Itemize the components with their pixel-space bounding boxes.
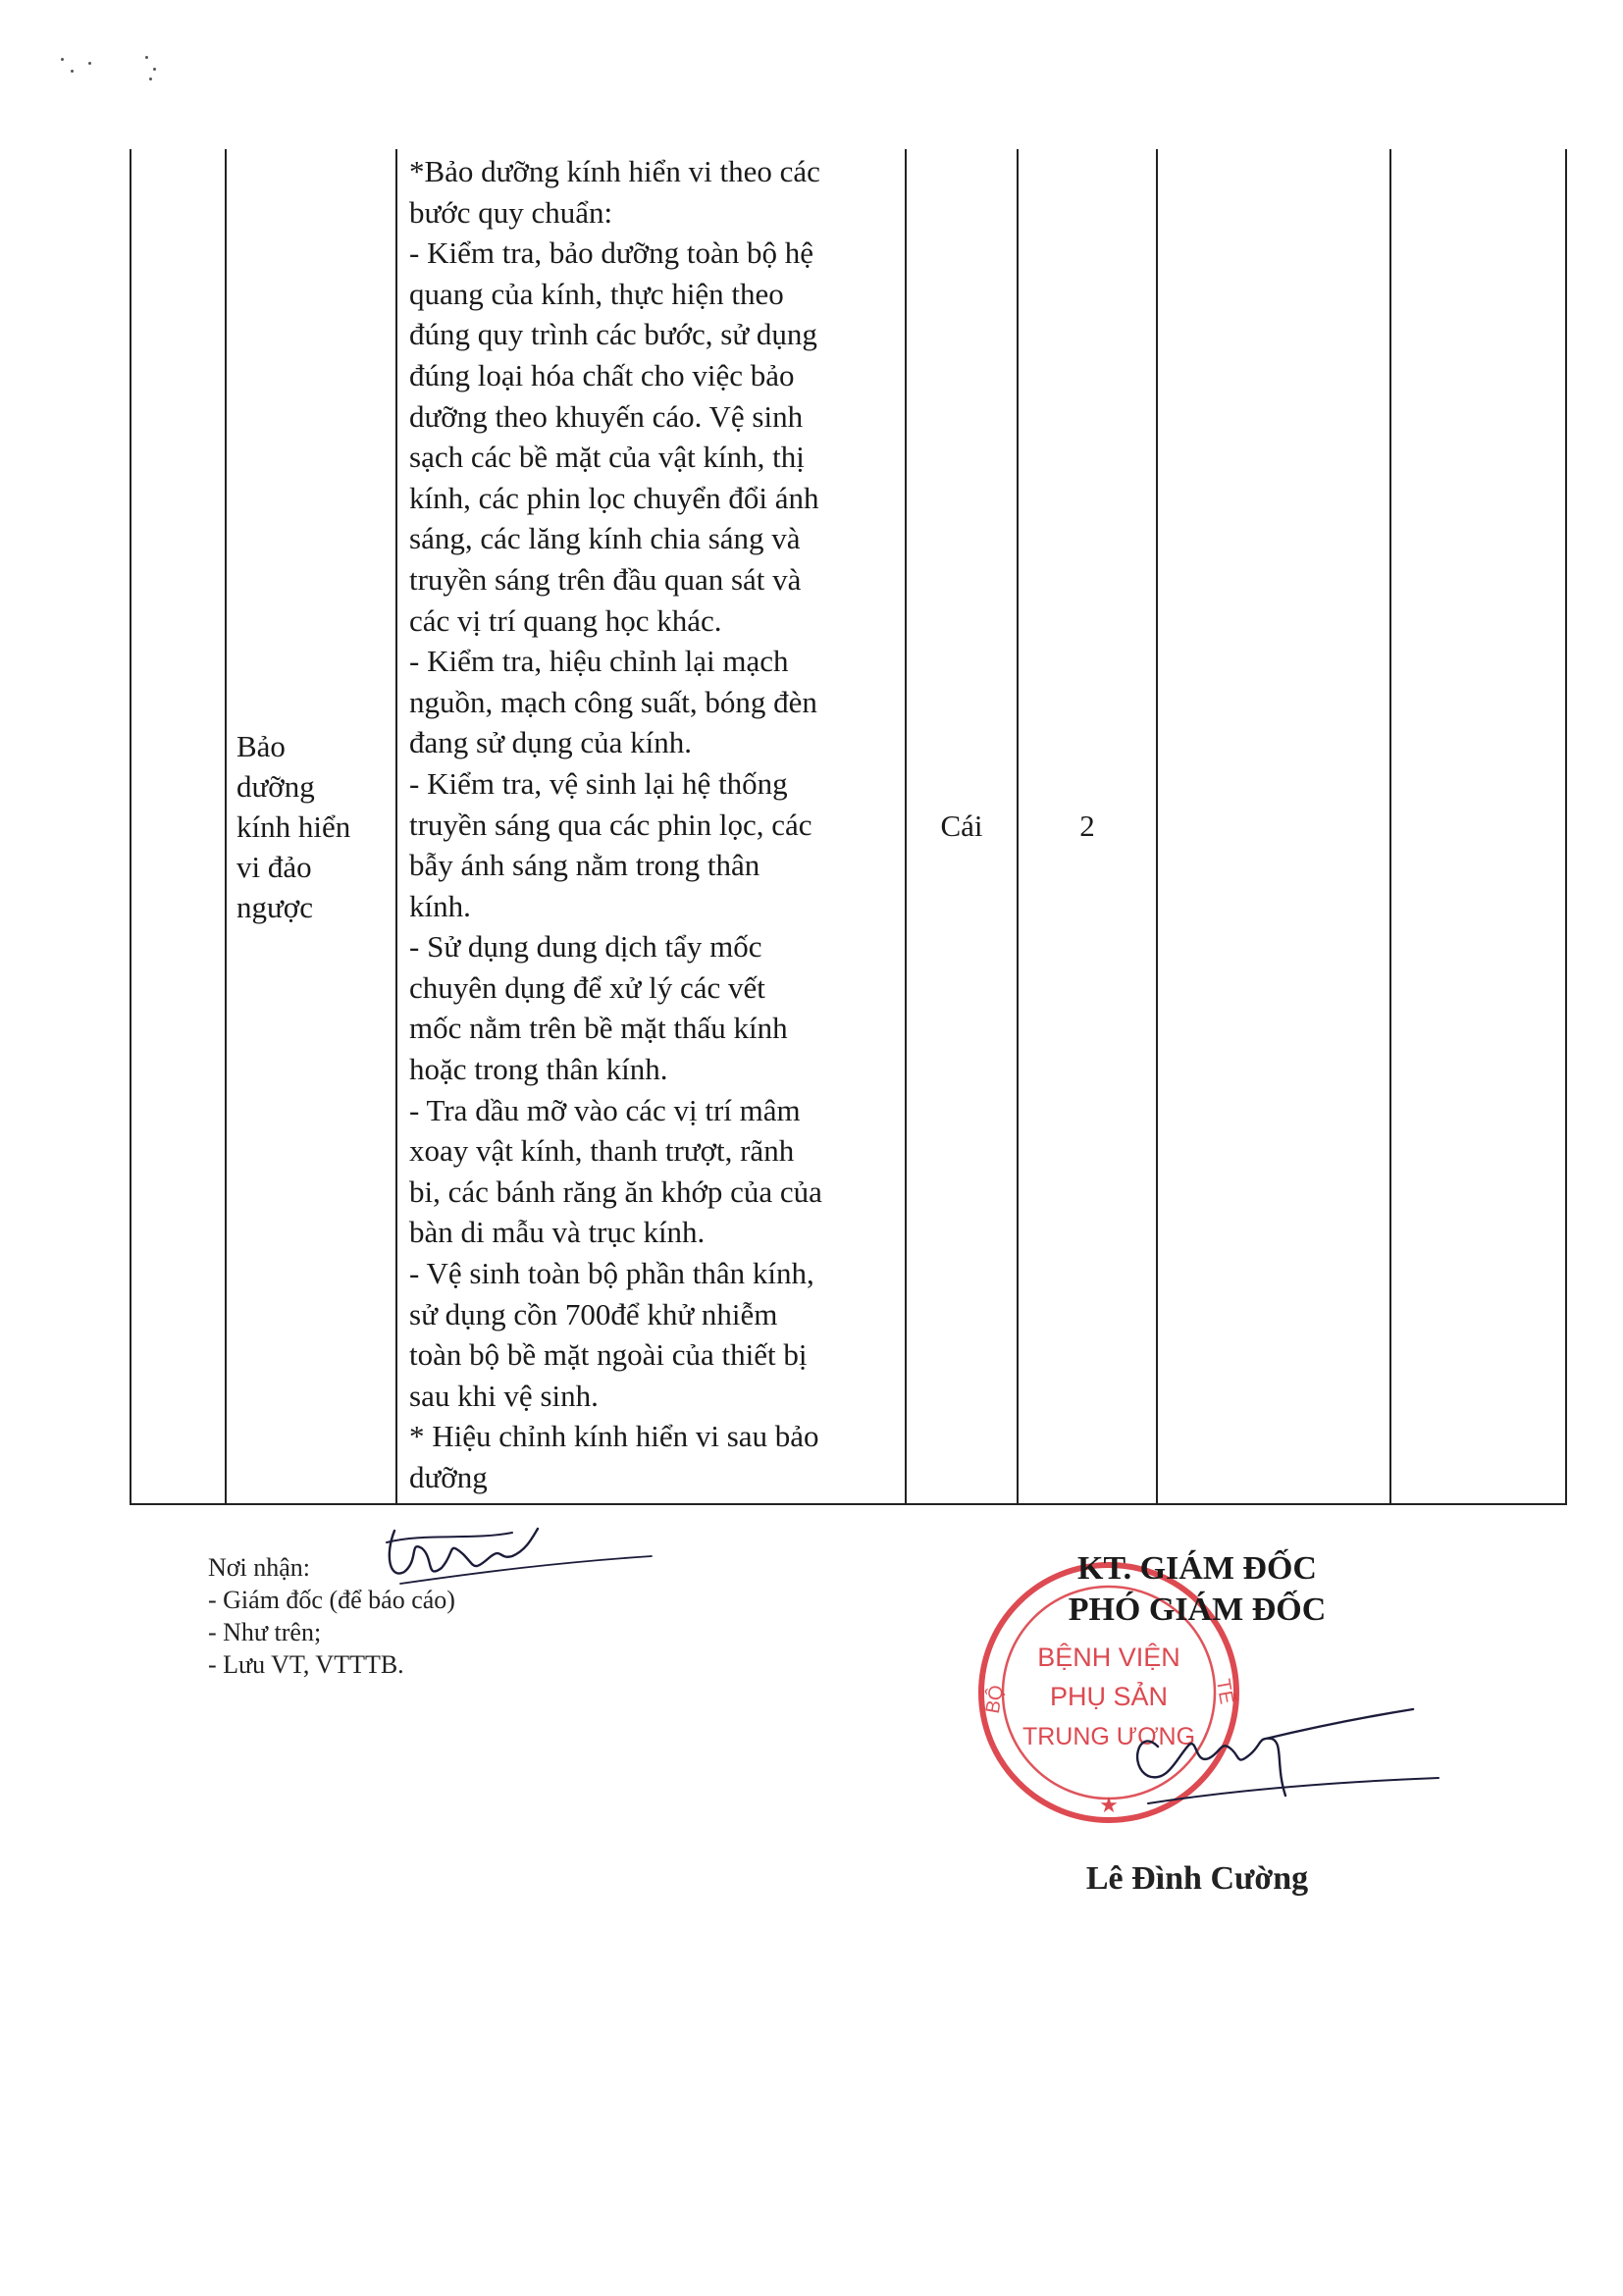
signer-name: Lê Đình Cường	[1085, 1860, 1309, 1897]
description-line: - Kiểm tra, bảo dưỡng toàn bộ hệ	[409, 235, 813, 271]
signer-title-line2: PHÓ GIÁM ĐỐC	[1068, 1592, 1327, 1628]
cell-extra-1	[1157, 149, 1390, 1504]
item-name-line: vi đảo	[236, 849, 312, 884]
description-line: đúng quy trình các bước, sử dụng	[409, 317, 817, 352]
description-line: - Kiểm tra, vệ sinh lại hệ thống	[409, 765, 788, 801]
description-line: - Sử dụng dung dịch tẩy mốc	[409, 929, 762, 965]
description-line: * Hiệu chỉnh kính hiển vi sau bảo	[409, 1419, 819, 1454]
description-line: - Vệ sinh toàn bộ phần thân kính,	[409, 1256, 814, 1291]
description-line: bước quy chuẩn:	[409, 194, 613, 230]
svg-text:PHỤ SẢN: PHỤ SẢN	[1049, 1682, 1169, 1711]
description-line: kính, các phin lọc chuyển đổi ánh	[409, 480, 819, 515]
director-signature	[1119, 1688, 1442, 1815]
scan-specks	[59, 54, 177, 83]
recipients-heading: Nơi nhận:	[208, 1553, 311, 1582]
description-line: dưỡng	[409, 1460, 488, 1494]
item-name-line: dưỡng	[236, 768, 315, 804]
description-line: các vị trí quang học khác.	[409, 602, 722, 638]
cell-item-name	[226, 149, 396, 1504]
description-line: nguồn, mạch công suất, bóng đèn	[409, 684, 817, 719]
description-line: sử dụng cồn 700để khử nhiễm	[409, 1296, 778, 1331]
svg-text:★: ★	[1099, 1794, 1119, 1818]
maintenance-spec-table	[130, 149, 1567, 1505]
description-line: dưỡng theo khuyến cáo. Vệ sinh	[409, 398, 804, 434]
cell-description	[396, 149, 906, 1504]
description-line: kính.	[409, 888, 471, 923]
description-line: sạch các bề mặt của vật kính, thị	[409, 440, 805, 475]
item-name-line: Bảo	[236, 728, 286, 763]
description-line: xoay vật kính, thanh trượt, rãnh	[409, 1133, 795, 1169]
description-line: - Tra dầu mỡ vào các vị trí mâm	[409, 1092, 801, 1127]
cell-quantity: 2	[1018, 149, 1157, 1504]
initials-signature	[365, 1511, 659, 1619]
svg-text:TRUNG ƯƠNG: TRUNG ƯƠNG	[1021, 1723, 1196, 1750]
recipient-item: - Lưu VT, VTTTB.	[208, 1650, 404, 1679]
description-line: quang của kính, thực hiện theo	[409, 276, 784, 311]
description-line: truyền sáng trên đầu quan sát và	[409, 561, 802, 597]
description-line: bẫy ánh sáng nằm trong thân	[409, 848, 760, 883]
description-line: đang sử dụng của kính.	[409, 725, 693, 760]
description-line: *Bảo dưỡng kính hiển vi theo các	[409, 154, 820, 188]
svg-text:BỘ: BỘ	[981, 1683, 1009, 1716]
description-line: sau khi vệ sinh.	[409, 1378, 599, 1413]
svg-text:BỆNH VIỆN: BỆNH VIỆN	[1037, 1643, 1180, 1672]
description-line: mốc nằm trên bề mặt thấu kính	[409, 1011, 788, 1046]
item-name-line: ngược	[236, 889, 313, 924]
recipient-item: - Như trên;	[208, 1618, 322, 1646]
description-line: đúng loại hóa chất cho việc bảo	[409, 357, 795, 392]
description-line: chuyên dụng để xử lý các vết	[409, 969, 765, 1005]
cell-stt	[131, 149, 226, 1504]
table-row	[131, 149, 1566, 1504]
item-name-line: kính hiển	[236, 809, 351, 844]
cell-unit: Cái	[906, 149, 1018, 1504]
svg-text:TẾ: TẾ	[1211, 1677, 1237, 1706]
description-line: hoặc trong thân kính.	[409, 1052, 668, 1087]
description-line: sáng, các lăng kính chia sáng và	[409, 521, 801, 556]
description-line: truyền sáng qua các phin lọc, các	[409, 807, 812, 842]
description-line: bi, các bánh răng ăn khớp của của	[409, 1174, 822, 1209]
description-line: toàn bộ bề mặt ngoài của thiết bị	[409, 1337, 808, 1373]
cell-extra-2	[1390, 149, 1566, 1504]
signer-title-line1: KT. GIÁM ĐỐC	[1077, 1550, 1317, 1587]
recipient-item: - Giám đốc (để báo cáo)	[208, 1586, 455, 1614]
description-line: bàn di mẫu và trục kính.	[409, 1215, 706, 1250]
description-line: - Kiểm tra, hiệu chỉnh lại mạch	[409, 644, 789, 679]
